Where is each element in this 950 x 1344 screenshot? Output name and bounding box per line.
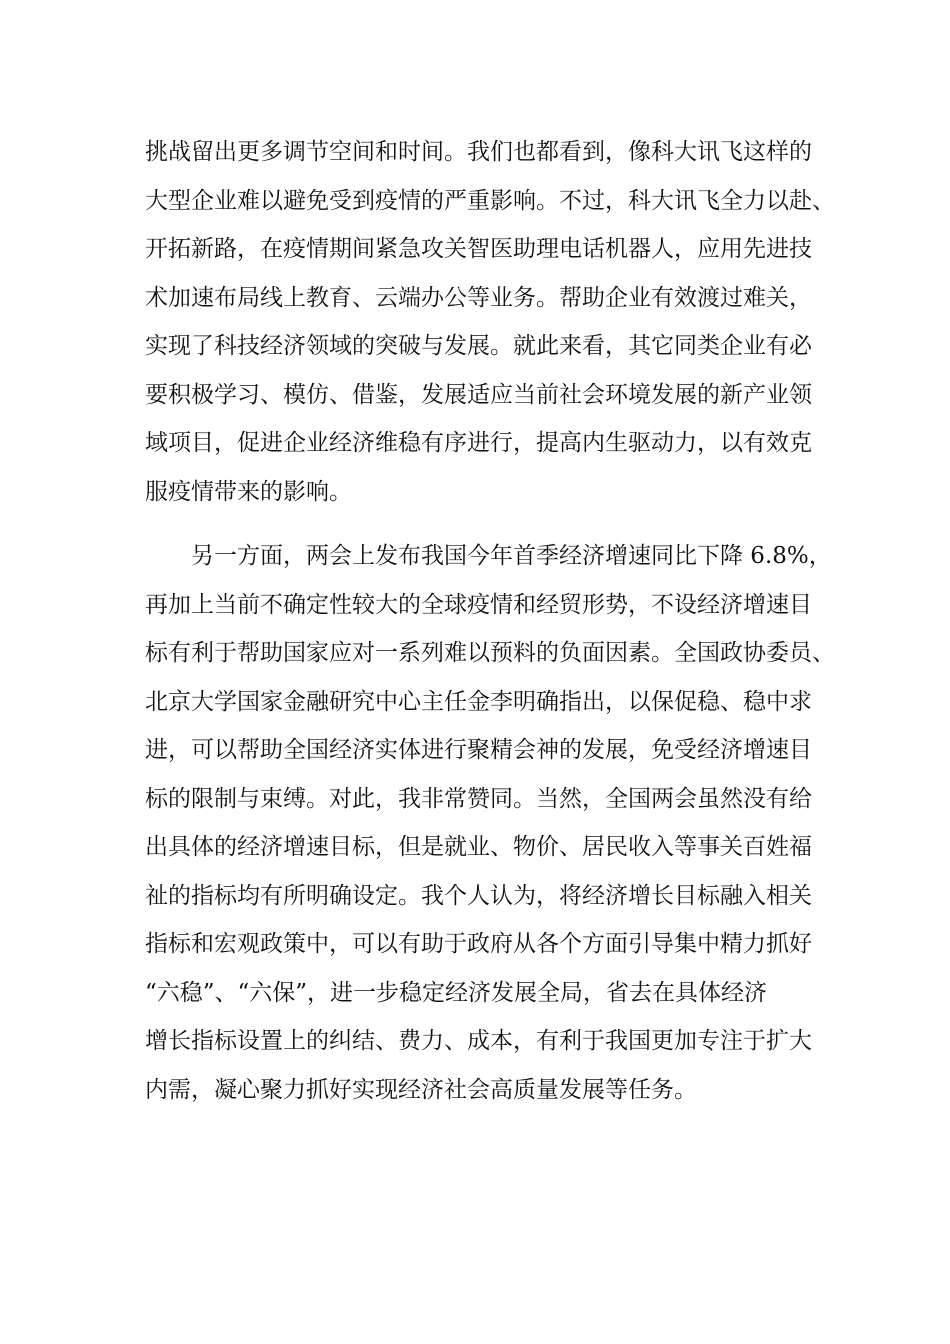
paragraph-2-line-6: 标的限制与束缚。对此，我非常赞同。当然，全国两会虽然没有给 [145,785,812,812]
paragraph-2-line-2: 再加上当前不确定性较大的全球疫情和经贸形势，不设经济增速目 [145,591,812,618]
paragraph-2-line-12: 内需，凝心聚力抓好实现经济社会高质量发展等任务。 [145,1076,697,1103]
paragraph-2-line-9: 指标和宏观政策中，可以有助于政府从各个方面引导集中精力抓好 [145,931,812,957]
paragraph-2-line-7: 出具体的经济增速目标，但是就业、物价、居民收入等事关百姓福 [145,834,812,860]
paragraph-2 [145,532,835,1114]
paragraph-1-line-7: 域项目，促进企业经济维稳有序进行，提高内生驱动力，以有效克 [145,430,812,456]
paragraph-2-line-1: 另一方面，两会上发布我国今年首季经济增速同比下降 6.8%， [191,543,832,569]
paragraph-1-line-2: 大型企业难以避免受到疫情的严重影响。不过，科大讯飞全力以赴、 [145,187,835,214]
paragraph-2-line-11: 增长指标设置上的纠结、费力、成本，有利于我国更加专注于扩大 [145,1028,812,1054]
paragraph-1-line-6: 要积极学习、模仿、借鉴，发展适应当前社会环境发展的新产业领 [145,381,812,408]
paragraph-1-line-3: 开拓新路，在疫情期间紧急攻关智医助理电话机器人，应用先进技 [145,236,812,262]
paragraph-1-line-4: 术加速布局线上教育、云端办公等业务。帮助企业有效渡过难关， [145,284,812,311]
paragraph-2-line-5: 进，可以帮助全国经济实体进行聚精会神的发展，免受经济增速目 [145,737,812,763]
paragraph-2-line-4: 北京大学国家金融研究中心主任金李明确指出，以保促稳、稳中求 [145,688,812,715]
paragraph-1 [145,128,835,516]
paragraph-2-line-10: “六稳”、“六保”，进一步稳定经济发展全局，省去在具体经济 [145,979,768,1006]
paragraph-1-line-8: 服疫情带来的影响。 [145,478,352,505]
paragraph-2-line-3: 标有利于帮助国家应对一系列难以预料的负面因素。全国政协委员、 [145,640,835,666]
paragraph-1-line-1: 挑战留出更多调节空间和时间。我们也都看到，像科大讯飞这样的 [145,139,812,165]
paragraph-1-line-5: 实现了科技经济领域的突破与发展。就此来看，其它同类企业有必 [145,333,812,359]
paragraph-2-line-8: 祉的指标均有所明确设定。我个人认为，将经济增长目标融入相关 [145,882,812,909]
